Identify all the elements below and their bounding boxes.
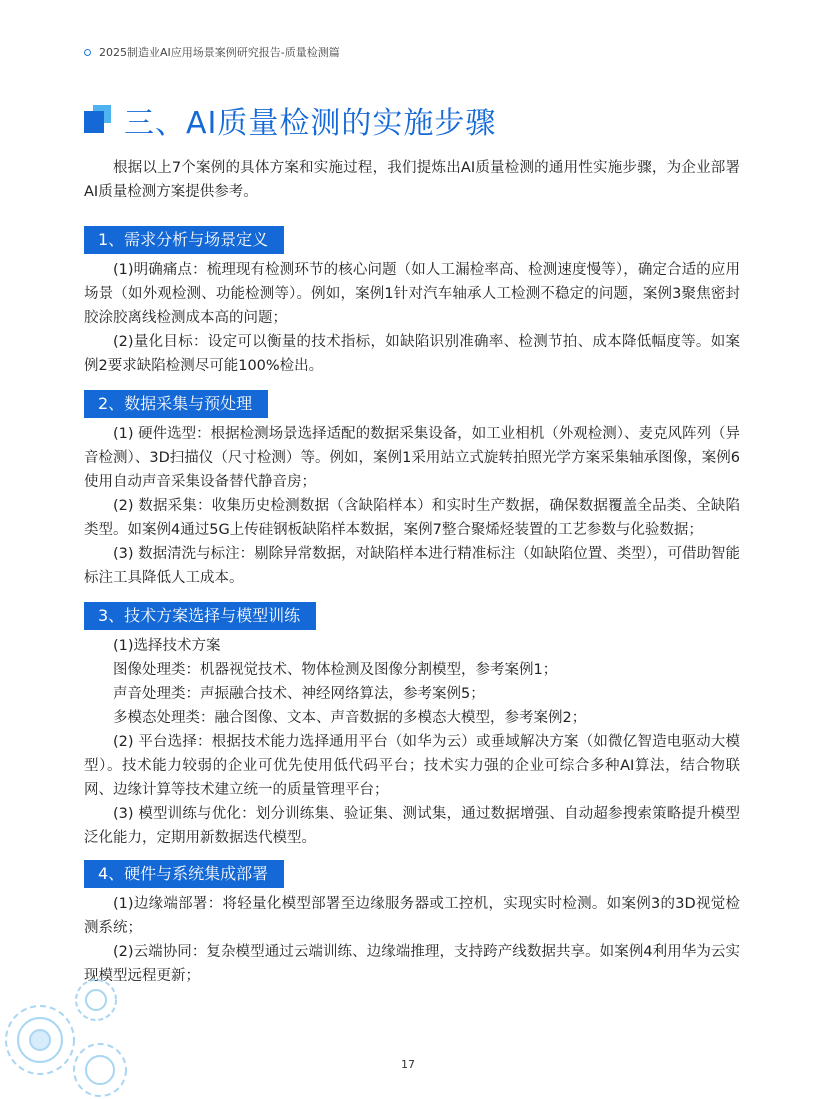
chapter-title	[84, 98, 496, 142]
section-4	[84, 860, 740, 988]
section-1	[84, 226, 740, 378]
paragraph: (1) 硬件选型：根据检测场景选择适配的数据采集设备，如工业相机（外观检测）、麦克风阵列（异音检测）、3D扫描仪（尺寸检测）等。例如，案例1采用站立式旋转拍照光学方案采集轴承图像，案例6使用自动声音采集设备替代静音房；	[84, 426, 740, 490]
paragraph: (2)量化目标：设定可以衡量的技术指标，如缺陷识别准确率、检测节拍、成本降低幅度等。如案例2要求缺陷检测尽可能100%检出。	[84, 334, 740, 374]
chapter-title-text: 三、AI质量检测的实施步骤	[124, 106, 497, 141]
intro-paragraph: 根据以上7个案例的具体方案和实施过程，我们提炼出AI质量检测的通用性实施步骤，为企业部署AI质量检测方案提供参考。	[84, 160, 740, 200]
paragraph: 声音处理类：声振融合技术、神经网络算法，参考案例5；	[113, 686, 485, 702]
paragraph: (2) 数据采集：收集历史检测数据（含缺陷样本）和实时生产数据，确保数据覆盖全品类、全缺陷类型。如案例4通过5G上传硅钢板缺陷样本数据，案例7整合聚烯烃装置的工艺参数与化验数据；	[84, 498, 740, 538]
running-header	[84, 44, 340, 60]
paragraph: (3) 数据清洗与标注：剔除异常数据，对缺陷样本进行精准标注（如缺陷位置、类型），可借助智能标注工具降低人工成本。	[84, 546, 740, 586]
section-2	[84, 390, 740, 590]
title-squares-icon	[84, 105, 112, 135]
paragraph: (3) 模型训练与优化：划分训练集、验证集、测试集，通过数据增强、自动超参搜索策略提升模型泛化能力，定期用新数据迭代模型。	[84, 806, 740, 846]
header-text: 2025制造业AI应用场景案例研究报告-质量检测篇	[99, 46, 340, 59]
paragraph: (1)选择技术方案	[113, 638, 221, 654]
section-heading: 2、数据采集与预处理	[84, 390, 268, 418]
paragraph: (2) 平台选择：根据技术能力选择通用平台（如华为云）或垂域解决方案（如微亿智造电驱动大模型）。技术能力较弱的企业可优先使用低代码平台；技术实力强的企业可综合多种AI算法，结合物联网、边缘计算等技术建立统一的质量管理平台；	[84, 734, 740, 798]
gears-decoration-icon	[0, 960, 150, 1099]
paragraph: 图像处理类：机器视觉技术、物体检测及图像分割模型，参考案例1；	[113, 662, 558, 678]
paragraph: (1)明确痛点：梳理现有检测环节的核心问题（如人工漏检率高、检测速度慢等），确定合适的应用场景（如外观检测、功能检测等）。例如，案例1针对汽车轴承人工检测不稳定的问题，案例3聚焦密封胶涂胶离线检测成本高的问题；	[84, 262, 740, 326]
paragraph: (1)边缘端部署：将轻量化模型部署至边缘服务器或工控机，实现实时检测。如案例3的3D视觉检测系统；	[84, 896, 740, 936]
section-heading: 3、技术方案选择与模型训练	[84, 602, 316, 630]
intro-block	[84, 156, 740, 204]
section-heading: 4、硬件与系统集成部署	[84, 860, 284, 888]
header-bullet-icon	[84, 49, 91, 56]
paragraph: (2)云端协同：复杂模型通过云端训练、边缘端推理，支持跨产线数据共享。如案例4利用华为云实现模型远程更新；	[84, 944, 740, 984]
section-3	[84, 602, 740, 850]
section-heading: 1、需求分析与场景定义	[84, 226, 284, 254]
paragraph: 多模态处理类：融合图像、文本、声音数据的多模态大模型，参考案例2；	[113, 710, 587, 726]
page-number: 17	[401, 1058, 415, 1071]
